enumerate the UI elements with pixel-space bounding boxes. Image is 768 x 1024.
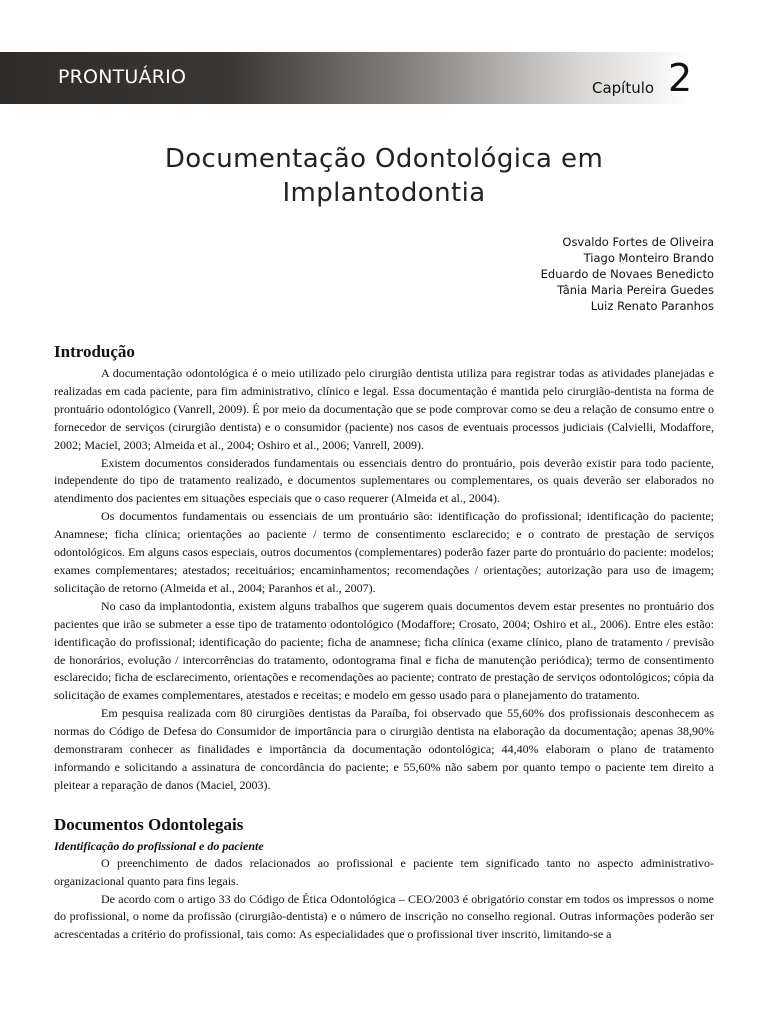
author-list xyxy=(541,234,714,314)
author: Luiz Renato Paranhos xyxy=(590,299,714,313)
paragraph: Os documentos fundamentais ou essenciais de um prontuário são: identificação do profissional; identificação do paciente; Anamnese; ficha clínica; orientações ao paciente / termo de consentimento esclarecido; e o contrato de prestação de serviços odontológicos. Em alguns casos especiais, outros documentos (complementares) poderão fazer parte do prontuário do paciente: modelos; exames complementares; atestados; receituários; encaminhamentos; recomendações / orientações; autorização para uso de imagem; solicitação de retorno (Almeida et al., 2004; Paranhos et al., 2007). xyxy=(54,509,714,595)
section-title: PRONTUÁRIO xyxy=(58,66,187,88)
chapter-number: 2 xyxy=(668,56,693,100)
paragraph: A documentação odontológica é o meio utilizado pelo cirurgião dentista utiliza para registrar todas as atividades planejadas e realizadas em cada paciente, para fim administrativo, clínico e legal. Essa documentação é mantida pelo cirurgião-dentista na forma de prontuário odontológico (Vanrell, 2009). É por meio da documentação que se pode comprovar como se deu a relação de consumo entre o fornecedor de serviços (cirurgião dentista) e o consumidor (paciente) nos casos de eventuais processos judiciais (Calvielli, Modaffore, 2002; Maciel, 2003; Almeida et al., 2004; Oshiro et al., 2006; Vanrell, 2009). xyxy=(54,366,714,452)
document-title-line2: Implantodontia xyxy=(282,178,486,208)
article-body xyxy=(54,342,714,944)
chapter-label: Capítulo xyxy=(592,79,655,97)
author: Eduardo de Novaes Benedicto xyxy=(540,267,714,281)
document-title xyxy=(0,142,768,210)
author: Osvaldo Fortes de Oliveira xyxy=(562,235,714,249)
paragraph: Em pesquisa realizada com 80 cirurgiões dentistas da Paraíba, foi observado que 55,60% dos profissionais desconhecem as normas do Código de Defesa do Consumidor de importância para o cirurgião dentista na elaboração da documentação; apenas 38,90% demonstraram conhecer as finalidades e importância da documentação odontológica; 44,40% elaboram o plano de tratamento informando e solicitando a assinatura de concordância do paciente; e 55,60% não sabem por quanto tempo o paciente tem direito a pleitear a reparação de danos (Maciel, 2003). xyxy=(54,706,714,792)
section-heading-introducao: Introdução xyxy=(54,342,135,361)
author: Tiago Monteiro Brando xyxy=(583,251,714,265)
section-heading-documentos-odontolegais: Documentos Odontolegais xyxy=(54,814,244,834)
subsection-heading: Identificação do profissional e do paciente xyxy=(54,838,264,853)
paragraph: No caso da implantodontia, existem alguns trabalhos que sugerem quais documentos devem estar presentes no prontuário dos pacientes que irão se submeter a esse tipo de tratamento odontológico (Modaffore; Crosato, 2004; Oshiro et al., 2006). Entre eles estão: identificação do profissional; identificação do paciente; ficha de anamnese; ficha clínica (exame clínico, plano de tratamento / previsão de honorários, evolução / intercorrências do tratamento, odontograma final e ficha de manutenção periódica); termo de consentimento esclarecido; ficha de esclarecimento, orientações e recomendações ao paciente; contrato de prestação de serviços odontológicos; cópia da solicitação de exames complementares, atestados e receitas; e modelo em gesso usado para o planejamento do tratamento. xyxy=(54,598,714,703)
paragraph: O preenchimento de dados relacionados ao profissional e paciente tem significado tanto no aspecto administrativo-organizacional quanto para fins legais. xyxy=(54,855,714,888)
author: Tânia Maria Pereira Guedes xyxy=(557,283,714,297)
paragraph: De acordo com o artigo 33 do Código de Ética Odontológica – CEO/2003 é obrigatório constar em todos os impressos o nome do profissional, o nome da profissão (cirurgião-dentista) e o número de inscrição no conselho regional. Outras informações poderão ser acrescentadas a critério do profissional, tais como: As especialidades que o profissional tiver inscrito, limitando-se a xyxy=(54,891,714,942)
document-title-line1: Documentação Odontológica em xyxy=(164,144,604,174)
paragraph: Existem documentos considerados fundamentais ou essenciais dentro do prontuário, pois deverão existir para todo paciente, independente do tipo de tratamento realizado, e documentos suplementares ou complementares, os quais deverão ser elaborados no atendimento dos pacientes em situações especiais que o caso requerer (Almeida et al., 2004). xyxy=(54,455,714,506)
